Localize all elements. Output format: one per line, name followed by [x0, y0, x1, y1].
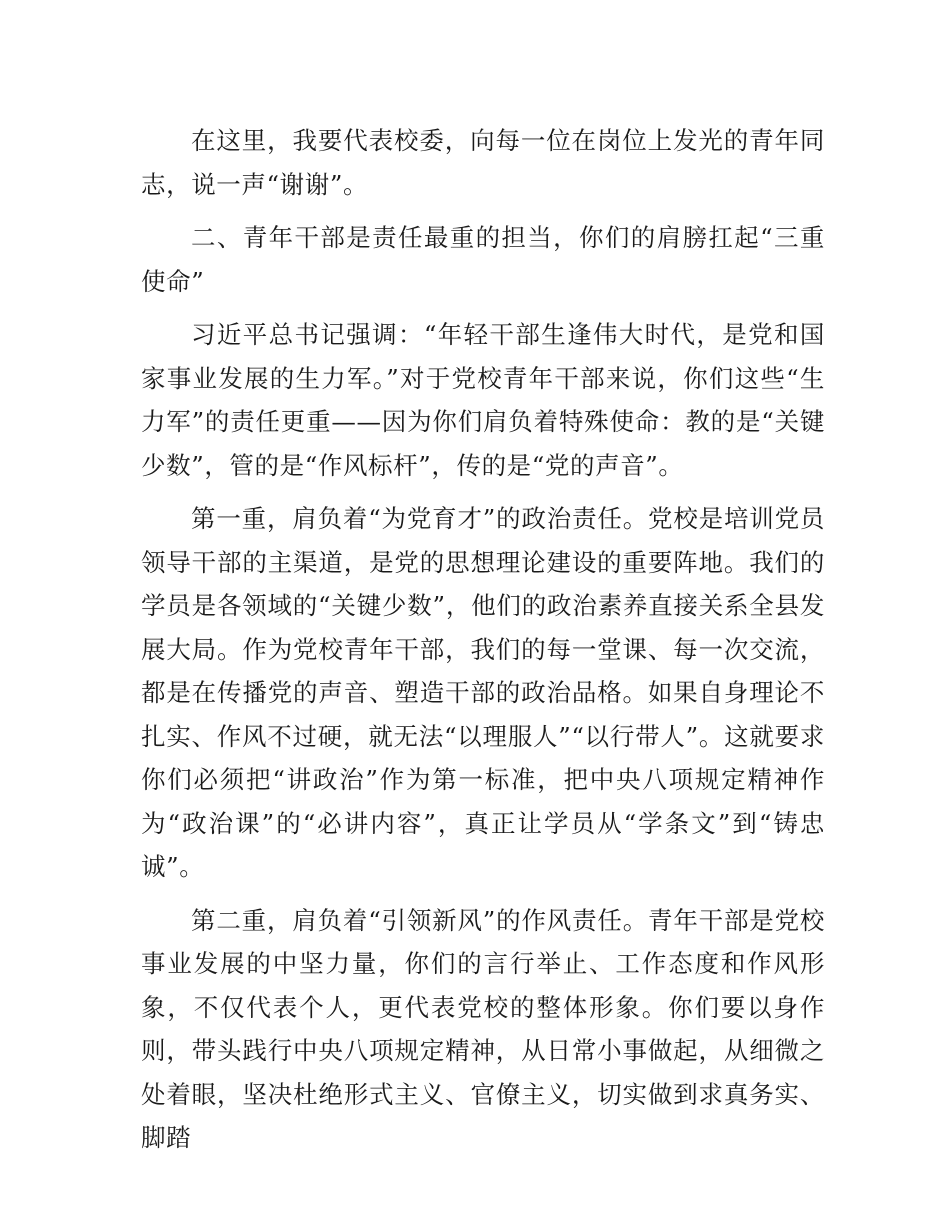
paragraph-thanks: 在这里，我要代表校委，向每一位在岗位上发光的青年同志，说一声“谢谢”。	[141, 126, 825, 199]
paragraph-second-mission: 第二重，肩负着“引领新风”的作风责任。青年干部是党校事业发展的中坚力量，你们的言行举止、工作态度和作风形象，不仅代表个人，更代表党校的整体形象。你们要以身作则，带头践行中央八项规定精神，从日常小事做起，从细微之处着眼，坚决杜绝形式主义、官僚主义，切实做到求真务实、脚踏	[141, 905, 825, 1152]
paragraph-quote: 习近平总书记强调：“年轻干部生逢伟大时代，是党和国家事业发展的生力军。”对于党校青年干部来说，你们这些“生力军”的责任更重——因为你们肩负着特殊使命：教的是“关键少数”，管的是“作风标杆”，传的是“党的声音”。	[141, 320, 825, 480]
paragraph-first-mission: 第一重，肩负着“为党育才”的政治责任。党校是培训党员领导干部的主渠道，是党的思想理论建设的重要阵地。我们的学员是各领域的“关键少数”，他们的政治素养直接关系全县发展大局。作为党校青年干部，我们的每一堂课、每一次交流，都是在传播党的声音、塑造干部的政治品格。如果自身理论不扎实、作风不过硬，就无法“以理服人”“以行带人”。这就要求你们必须把“讲政治”作为第一标准，把中央八项规定精神作为“政治课”的“必讲内容”，真正让学员从“学条文”到“铸忠诚”。	[141, 504, 825, 881]
section-heading-two: 二、青年干部是责任最重的担当，你们的肩膀扛起“三重使命”	[141, 223, 825, 296]
document-body	[141, 119, 825, 1170]
